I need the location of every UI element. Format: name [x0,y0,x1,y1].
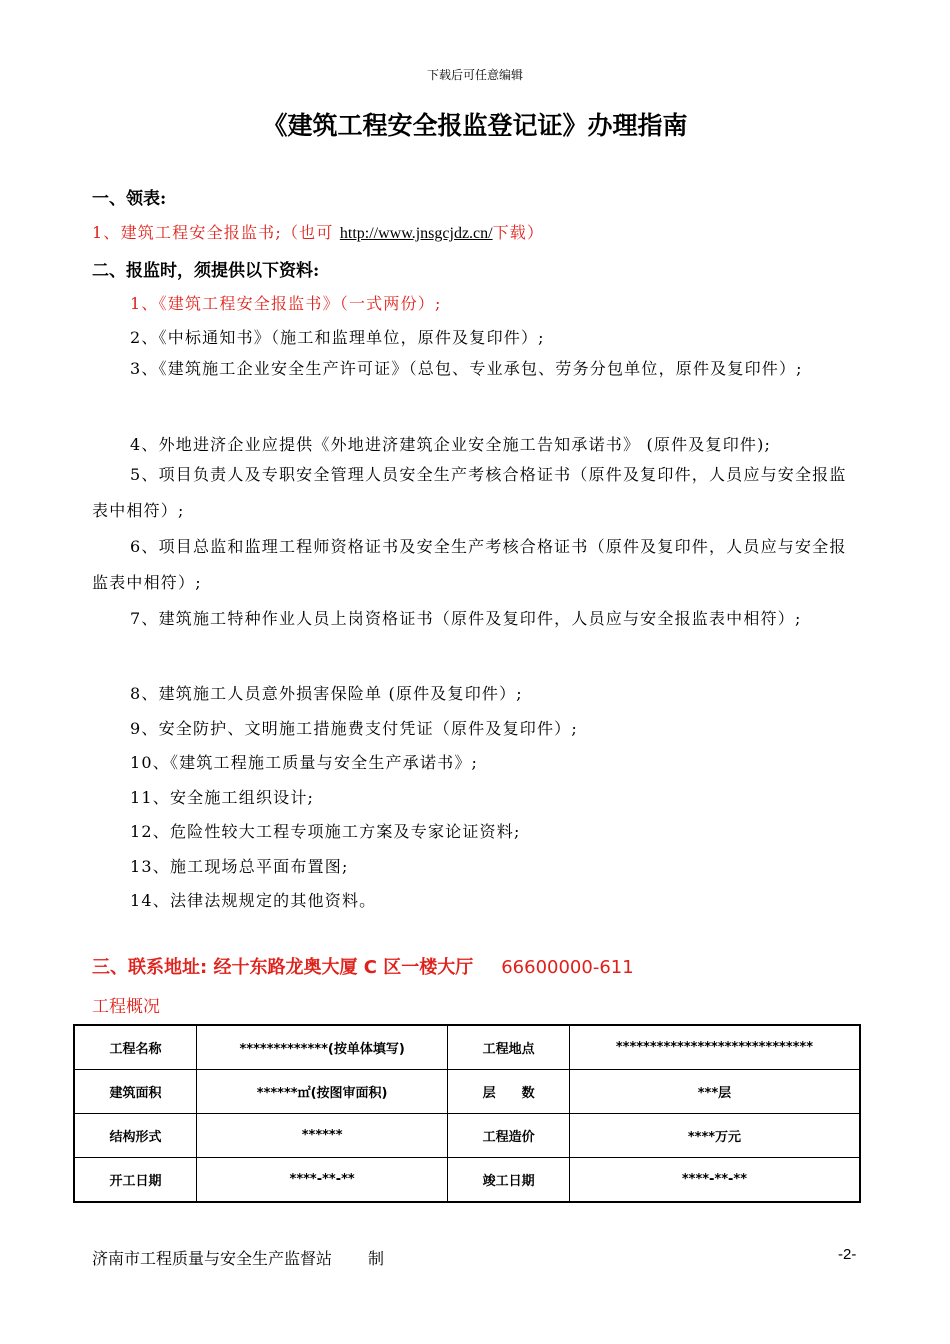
list-item: 13、施工现场总平面布置图; [130,857,349,876]
list-item: 6、项目总监和监理工程师资格证书及安全生产考核合格证书（原件及复印件，人员应与安全报监表中相符）; [92,537,847,592]
contact-phone: 66600000-611 [501,957,634,978]
table-cell: 开工日期 [74,1158,197,1203]
list-item: 1、《建筑工程安全报监书》（一式两份）; [130,294,442,313]
table-cell: ***************************** [569,1025,860,1070]
section-2-heading: 二、报监时，须提供以下资料: [92,261,320,281]
table-cell: ****万元 [569,1114,860,1158]
list-item: 4、外地进济企业应提供《外地进济建筑企业安全施工告知承诺书》 (原件及复印件); [130,435,772,454]
table-cell: 工程名称 [74,1025,197,1070]
table-cell: 结构形式 [74,1114,197,1158]
section-1-item-text: 1、建筑工程安全报监书;（也可 [92,223,334,242]
list-item: 3、《建筑施工企业安全生产许可证》（总包、专业承包、劳务分包单位，原件及复印件）; [130,359,803,378]
section-1-heading: 一、领表: [92,189,167,209]
table-cell: 竣工日期 [448,1158,570,1203]
list-item: 7、建筑施工特种作业人员上岗资格证书（原件及复印件，人员应与安全报监表中相符）; [130,609,802,628]
section-1-item-1 [92,220,544,243]
section-1-item-suffix: 下载） [492,223,545,242]
list-item: 5、项目负责人及专职安全管理人员安全生产考核合格证书（原件及复印件，人员应与安全报监表中相符）; [92,465,847,520]
table-cell: 工程地点 [448,1025,570,1070]
download-link[interactable]: http://www.jnsgcjdz.cn/ [339,225,493,242]
table-row [74,1114,860,1158]
overview-label: 工程概况 [92,997,160,1017]
footer-org-name: 济南市工程质量与安全生产监督站 [92,1249,333,1268]
table-row [74,1070,860,1114]
footer-sign: 制 [368,1249,385,1268]
table-cell: ****-**-** [197,1158,448,1203]
table-row [74,1158,860,1203]
table-cell: 工程造价 [448,1114,570,1158]
project-overview-table [73,1024,861,1203]
list-item: 14、法律法规规定的其他资料。 [130,891,377,910]
page-title: 《建筑工程安全报监登记证》办理指南 [262,111,688,140]
list-item: 10、《建筑工程施工质量与安全生产承诺书》; [130,753,479,772]
footer-org [92,1246,384,1269]
table-row [74,1025,860,1070]
table-cell: ***层 [569,1070,860,1114]
table-cell: ****-**-** [569,1158,860,1203]
table-cell: 建筑面积 [74,1070,197,1114]
list-item: 8、建筑施工人员意外损害保险单 (原件及复印件）; [130,684,523,703]
list-item: 2、《中标通知书》（施工和监理单位，原件及复印件）; [130,328,545,347]
table-cell: ****** [197,1114,448,1158]
contact-heading: 三、联系地址: 经十东路龙奥大厦 C 区一楼大厅 [92,957,474,978]
list-item: 9、安全防护、文明施工措施费支付凭证（原件及复印件）; [130,719,578,738]
contact-address [92,953,634,979]
list-item: 11、安全施工组织设计; [130,788,315,807]
table-cell: ******㎡(按图审面积) [197,1070,448,1114]
header-note: 下载后可任意编辑 [426,68,523,82]
page-number: -2- [838,1246,857,1263]
table-cell: 层 数 [448,1070,570,1114]
list-item: 12、危险性较大工程专项施工方案及专家论证资料; [130,822,521,841]
table-cell: *************(按单体填写) [197,1025,448,1070]
